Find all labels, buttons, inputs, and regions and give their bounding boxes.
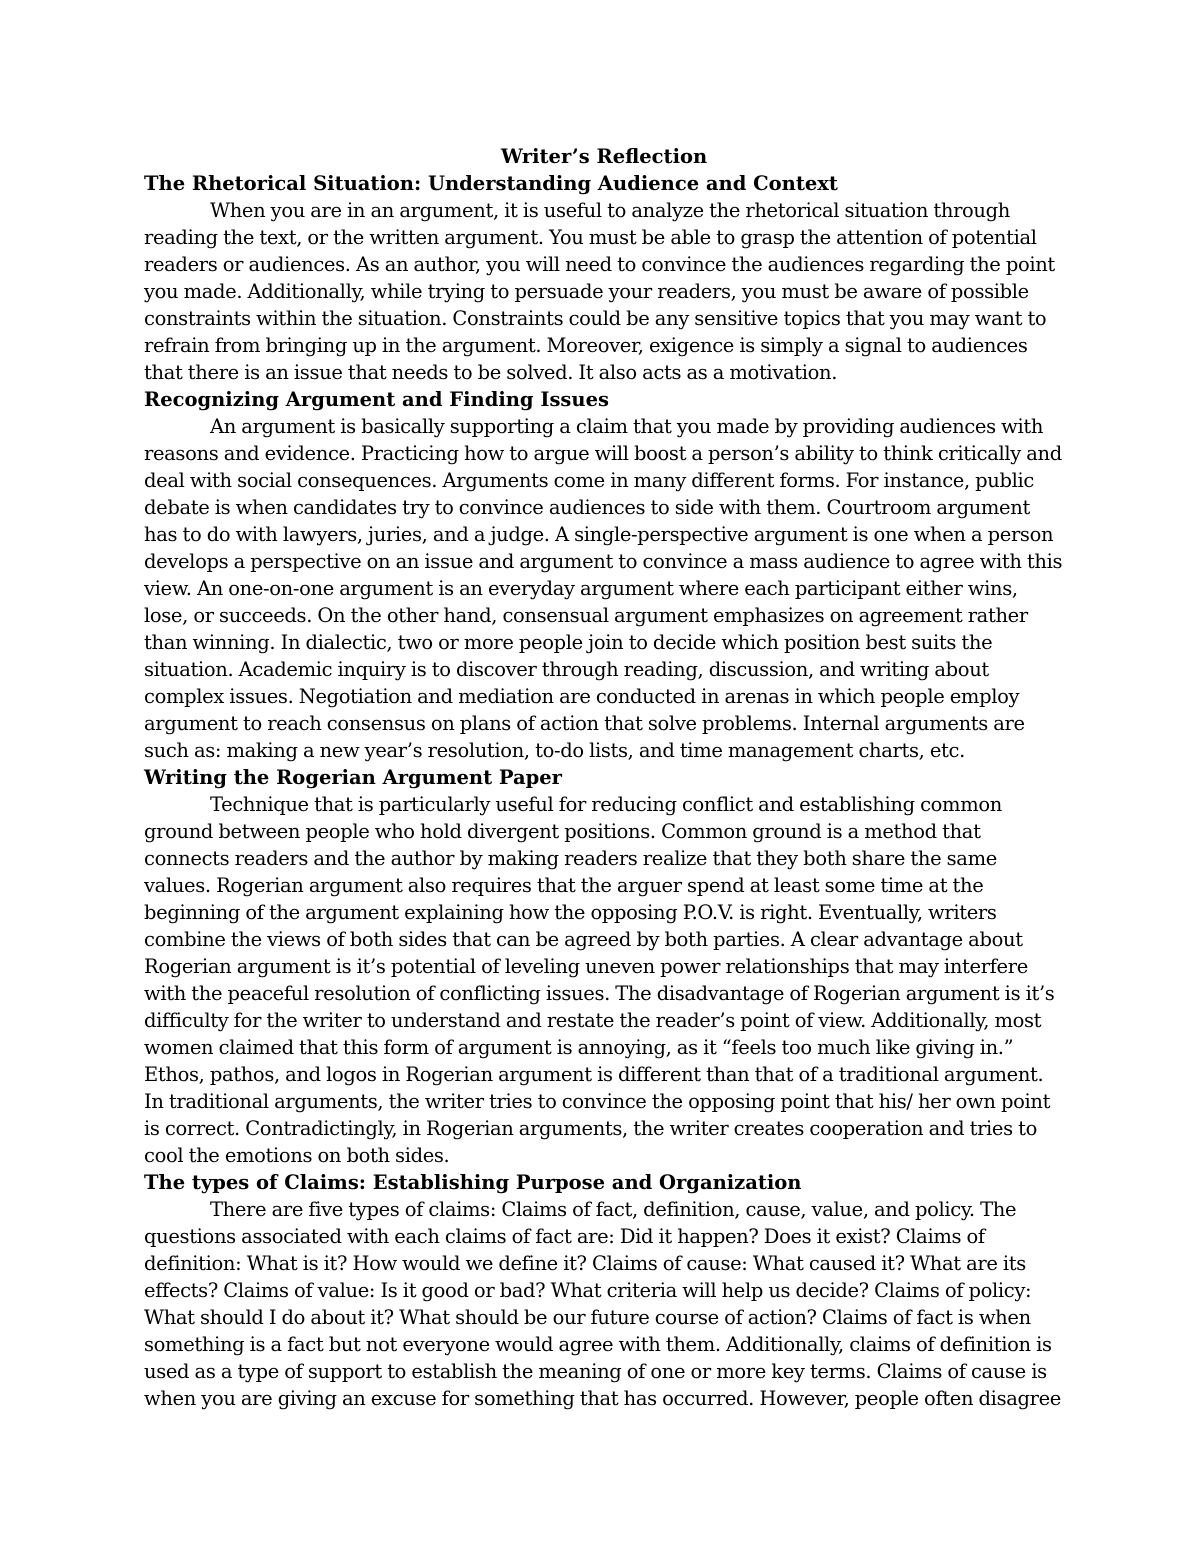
section-body-rhetorical-situation: When you are in an argument, it is useful to analyze the rhetorical situation through reading the text, or the written argument. You must be able to grasp the attention of potential readers or audiences. As an author, you will need to convince the audiences regarding the point you made. Additionally, while trying to persuade your readers, you must be aware of possible constraints within the situation. Constraints could be any sensitive topics that you may want to refrain from bringing up in the argument. Moreover, exigence is simply a signal to audiences that there is an issue that needs to be solved. It also acts as a motivation. [144, 199, 1055, 384]
section-body-rogerian-argument: Technique that is particularly useful for reducing conflict and establishing common ground between people who hold divergent positions. Common ground is a method that connects readers and the author by making readers realize that they both share the same values. Rogerian argument also requires that the arguer spend at least some time at the beginning of the argument explaining how the opposing P.O.V. is right. Eventually, writers combine the views of both sides that can be agreed by both parties. A clear advantage about Rogerian argument is it’s potential of leveling uneven power relationships that may interfere with the peaceful resolution of conflicting issues. The disadvantage of Rogerian argument is it’s difficulty for the writer to understand and restate the reader’s point of view. Additionally, most women claimed that this form of argument is annoying, as it “feels too much like giving in.” Ethos, pathos, and logos in Rogerian argument is different than that of a traditional argument. In traditional arguments, the writer tries to convince the opposing point that his/ her own point is correct. Contradictingly, in Rogerian arguments, the writer creates cooperation and tries to cool the emotions on both sides. [144, 793, 1055, 1167]
section-heading-recognizing-argument: Recognizing Argument and Finding Issues [144, 388, 609, 411]
section-heading-rogerian-argument: Writing the Rogerian Argument Paper [144, 766, 562, 789]
document-title: Writer’s Reflection [500, 145, 708, 168]
section-heading-rhetorical-situation: The Rhetorical Situation: Understanding Audience and Context [144, 172, 838, 195]
document-page [144, 143, 1064, 1412]
section-body-types-of-claims: There are five types of claims: Claims of fact, definition, cause, value, and policy. The questions associated with each claims of fact are: Did it happen? Does it exist? Claims of definition: What is it? How would we define it? Claims of cause: What caused it? What are its effects? Claims of value: Is it good or bad? What criteria will help us decide? Claims of policy: What should I do about it? What should be our future course of action? Claims of fact is when something is a fact but not everyone would agree with them. Additionally, claims of definition is used as a type of support to establish the meaning of one or more key terms. Claims of cause is when you are giving an excuse for something that has occurred. However, people often disagree [144, 1198, 1061, 1410]
section-heading-types-of-claims: The types of Claims: Establishing Purpose and Organization [144, 1171, 802, 1194]
section-body-recognizing-argument: An argument is basically supporting a claim that you made by providing audiences with reasons and evidence. Practicing how to argue will boost a person’s ability to think critically and deal with social consequences. Arguments come in many different forms. For instance, public debate is when candidates try to convince audiences to side with them. Courtroom argument has to do with lawyers, juries, and a judge. A single-perspective argument is one when a person develops a perspective on an issue and argument to convince a mass audience to agree with this view. An one-on-one argument is an everyday argument where each participant either wins, lose, or succeeds. On the other hand, consensual argument emphasizes on agreement rather than winning. In dialectic, two or more people join to decide which position best suits the situation. Academic inquiry is to discover through reading, discussion, and writing about complex issues. Negotiation and mediation are conducted in arenas in which people employ argument to reach consensus on plans of action that solve problems. Internal arguments are such as: making a new year’s resolution, to-do lists, and time management charts, etc. [144, 415, 1063, 762]
